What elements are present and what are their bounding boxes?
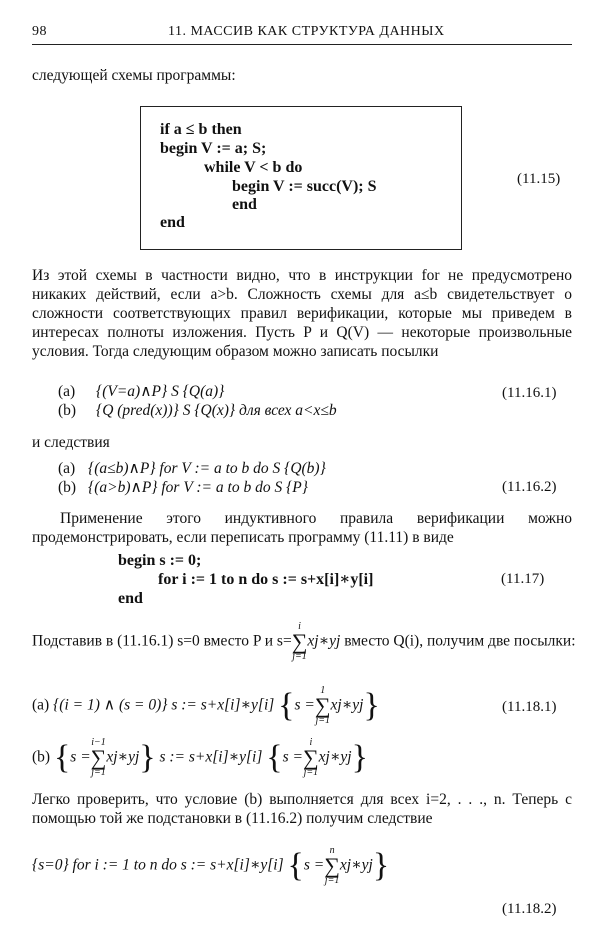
equation-number-11-16-2: (11.16.2) [502, 479, 557, 495]
program-line-1: if a ≤ b then [160, 121, 242, 138]
consequences-label: и следствия [32, 434, 110, 451]
final-s: s = [303, 856, 325, 874]
sigma-symbol: ∑ [90, 745, 107, 770]
paragraph-3-line-1 [32, 622, 576, 662]
eq-b-term-2: xj∗yj [318, 748, 352, 766]
inline-sum [292, 622, 308, 662]
equation-11-18-1-a [32, 686, 380, 726]
left-brace: { [278, 687, 295, 724]
inline-sum-term: xj∗yj [307, 632, 341, 650]
running-title: 11. МАССИВ КАК СТРУКТУРА ДАННЫХ [168, 24, 445, 39]
final-sum [324, 846, 340, 886]
eq-b-term-1: xj∗yj [106, 748, 140, 766]
final-sum-top: n [329, 845, 335, 856]
program-1117-line-2: for i := 1 to n do s := s+x[i]∗y[i] [158, 571, 374, 588]
paragraph-1: Из этой схемы в частности видно, что в инструкции for не предусмотрено никаких действий, если a>b. Сложность схемы для a≤b свидетельствует о сложности соответствующих правил верификации, которые мы приведем в интересах полноты изложения. Пусть P и Q(V) — некоторые произвольные условия. Тогда следующим образом можно записать посылки [32, 267, 572, 360]
consequence-b: {(a>b)∧P} for V := a to b do S {P} [88, 479, 308, 496]
program-1117-line-3: end [118, 590, 143, 607]
program-line-5: end [232, 196, 257, 213]
intro-text: следующей схемы программы: [32, 67, 236, 84]
eq-b-sum-2 [303, 738, 319, 778]
premise-b-label: (b) [58, 402, 77, 419]
equation-number-11-18-1: (11.18.1) [502, 699, 557, 715]
equation-11-18-1-b [32, 738, 368, 778]
final-pre: {s=0} for i := 1 to n do s := s+x[i]∗y[i] [32, 856, 284, 874]
right-brace: } [351, 739, 368, 776]
eq-b-s2: s = [282, 748, 303, 766]
eq-a-sum-bottom: j=1 [315, 715, 330, 726]
equation-11-18-2 [32, 846, 389, 886]
paragraph-3-end: вместо Q(i), получим две посылки: [344, 632, 576, 650]
header-rule [32, 44, 572, 45]
paragraph-3-start: Подставив в (11.16.1) s=0 вместо P и s= [32, 632, 292, 650]
equation-number-11-18-2: (11.18.2) [502, 901, 557, 917]
equation-number-11-16-1: (11.16.1) [502, 385, 557, 401]
eq-b-sum-1 [91, 738, 107, 778]
left-brace: { [53, 739, 71, 776]
premise-b: {Q (pred(x))} S {Q(x)} для всех a<x≤b [96, 402, 337, 419]
right-brace: } [139, 739, 156, 776]
consequence-b-label: (b) [58, 479, 77, 496]
eq-a-sum [315, 686, 331, 726]
program-line-3: while V < b do [204, 159, 303, 176]
left-brace: { [287, 847, 304, 884]
program-line-2: begin V := a; S; [160, 140, 267, 157]
eq-b-sum-1-top: i−1 [91, 737, 106, 748]
consequence-a: {(a≤b)∧P} for V := a to b do S {Q(b)} [88, 460, 326, 477]
right-brace: } [363, 687, 380, 724]
eq-b-s1: s = [70, 748, 91, 766]
eq-b-mid: s := s+x[i]∗y[i] [159, 748, 263, 766]
sigma-symbol: ∑ [314, 693, 331, 718]
sigma-symbol: ∑ [291, 629, 308, 654]
paragraph-4: Легко проверить, что условие (b) выполняется для всех i=2, . . ., n. Теперь с помощью той же подстановки в (11.16.2) получим следствие [32, 791, 572, 827]
eq-a-label: (a) [32, 696, 50, 714]
eq-b-sum-2-bottom: j=1 [303, 767, 319, 778]
program-line-6: end [160, 214, 185, 231]
premise-a: {(V=a)∧P} S {Q(a)} [96, 383, 225, 400]
eq-a-s: s = [294, 696, 315, 714]
program-line-4: begin V := succ(V); S [232, 178, 377, 195]
final-term: xj∗yj [339, 856, 373, 874]
inline-sum-top: i [298, 621, 301, 632]
equation-number-11-15: (11.15) [517, 171, 561, 187]
eq-a-pre: {(i = 1) ∧ (s = 0)} s := s+x[i]∗y[i] [53, 696, 275, 714]
sigma-symbol: ∑ [324, 853, 340, 878]
premise-a-label: (a) [58, 383, 76, 400]
eq-a-sum-top: 1 [320, 685, 326, 696]
left-brace: { [266, 739, 283, 776]
consequence-a-label: (a) [58, 460, 76, 477]
final-sum-bottom: j=1 [324, 875, 340, 886]
page-number: 98 [32, 24, 47, 39]
program-1117-line-1: begin s := 0; [118, 552, 202, 569]
eq-b-label: (b) [32, 748, 51, 766]
sigma-symbol: ∑ [302, 745, 319, 770]
paragraph-2: Применение этого индуктивного правила верификации можно продемонстрировать, если переписать программу (11.11) в виде [32, 510, 572, 546]
equation-number-11-17: (11.17) [501, 571, 545, 587]
inline-sum-bottom: j=1 [292, 651, 307, 662]
eq-b-sum-1-bottom: j=1 [91, 767, 106, 778]
right-brace: } [372, 847, 390, 884]
eq-b-sum-2-top: i [309, 737, 313, 748]
eq-a-term: xj∗yj [330, 696, 364, 714]
